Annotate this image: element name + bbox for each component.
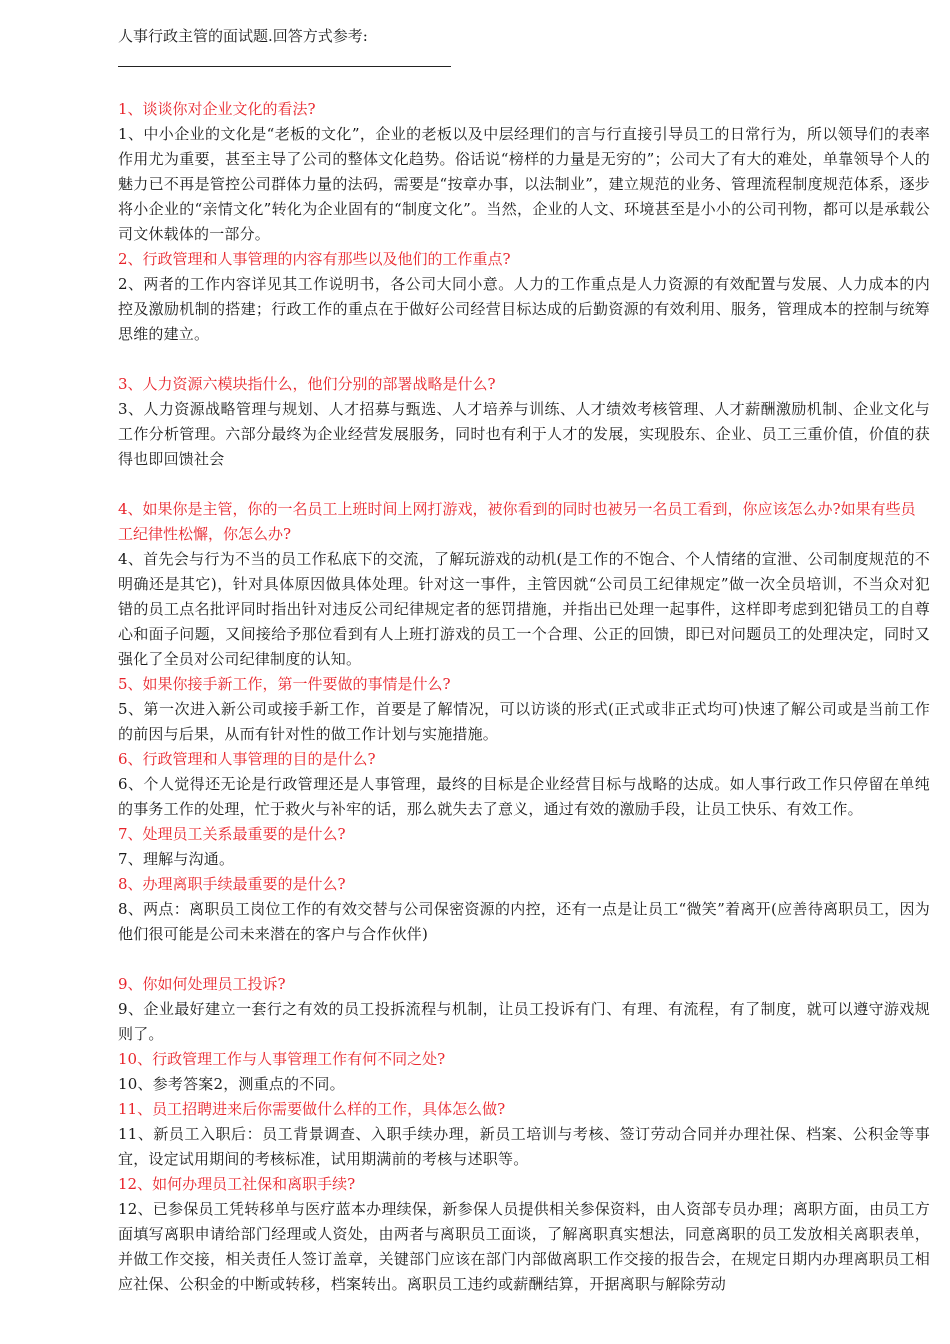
answer-4: 4、首先会与行为不当的员工作私底下的交流，了解玩游戏的动机(是工作的不饱合、个人情绪的宣泄、公司制度规范的不明确还是其它)，针对具体原因做具体处理。针对这一事件，主管因就“公司员工纪律规定”做一次全员培训，不当众对犯错的员工点名批评同时指出针对违反公司纪律规定者的惩罚措施，并指出已处理一起事件，这样即考虑到犯错员工的自尊心和面子问题，又间接给予那位看到有人上班打游戏的员工一个合理、公正的回馈，即已对问题员工的处理决定，同时又强化了全员对公司纪律制度的认知。 — [118, 550, 930, 668]
answer-12: 12、已参保员工凭转移单与医疗蓝本办理续保，新参保人员提供相关参保资料，由人资部专员办理；离职方面，由员工方面填写离职申请给部门经理或人资处，由两者与离职员工面谈，了解离职真实想法，同意离职的员工发放相关离职表单，并做工作交接，相关责任人签订盖章，关键部门应该在部门内部做离职工作交接的报告会，在规定日期内办理离职员工相应社保、公积金的中断或转移，档案转出。离职员工违约或薪酬结算，开据离职与解除劳动 — [118, 1200, 930, 1293]
question-8: 8、办理离职手续最重要的是什么? — [118, 875, 346, 893]
answer-2: 2、两者的工作内容详见其工作说明书，各公司大同小意。人力的工作重点是人力资源的有效配置与发展、人力成本的内控及激励机制的搭建；行政工作的重点在于做好公司经营目标达成的后勤资源的有效利用、服务，管理成本的控制与统筹思维的建立。 — [118, 275, 930, 343]
question-4: 4、如果你是主管，你的一名员工上班时间上网打游戏，被你看到的同时也被另一名员工看到，你应该怎么办?如果有些员工纪律性松懈，你怎么办? — [118, 500, 916, 543]
question-1: 1、谈谈你对企业文化的看法? — [118, 100, 316, 118]
answer-11: 11、新员工入职后：员工背景调查、入职手续办理，新员工培训与考核、签订劳动合同并办理社保、档案、公积金等事宜，设定试用期间的考核标准，试用期满前的考核与述职等。 — [118, 1125, 930, 1168]
question-6: 6、行政管理和人事管理的目的是什么? — [118, 750, 376, 768]
answer-5: 5、第一次进入新公司或接手新工作，首要是了解情况，可以访谈的形式(正式或非正式均可)快速了解公司或是当前工作的前因与后果，从而有针对性的做工作计划与实施措施。 — [118, 700, 930, 743]
question-11: 11、员工招聘进来后你需要做什么样的工作，具体怎么做? — [118, 1100, 506, 1118]
answer-8: 8、两点：离职员工岗位工作的有效交替与公司保密资源的内控，还有一点是让员工“微笑”着离开(应善待离职员工，因为他们很可能是公司未来潜在的客户与合作伙伴) — [118, 900, 930, 943]
question-10: 10、行政管理工作与人事管理工作有何不同之处? — [118, 1050, 446, 1068]
document-title: 人事行政主管的面试题.回答方式参考: — [118, 27, 368, 45]
answer-6: 6、个人觉得还无论是行政管理还是人事管理，最终的目标是企业经营目标与战略的达成。如人事行政工作只停留在单纯的事务工作的处理，忙于救火与补牢的话，那么就失去了意义，通过有效的激励手段，让员工快乐、有效工作。 — [118, 775, 930, 818]
question-7: 7、处理员工关系最重要的是什么? — [118, 825, 346, 843]
question-9: 9、你如何处理员工投诉? — [118, 975, 286, 993]
document-page — [118, 24, 930, 1297]
question-5: 5、如果你接手新工作，第一件要做的事情是什么? — [118, 675, 451, 693]
question-3: 3、人力资源六模块指什么，他们分别的部署战略是什么? — [118, 375, 496, 393]
answer-10: 10、参考答案2，测重点的不同。 — [118, 1075, 345, 1093]
answer-3: 3、人力资源战略管理与规划、人才招募与甄选、人才培养与训练、人才绩效考核管理、人才薪酬激励机制、企业文化与工作分析管理。六部分最终为企业经营发展服务，同时也有利于人才的发展，实现股东、企业、员工三重价值，价值的获得也即回馈社会 — [118, 400, 930, 468]
question-12: 12、如何办理员工社保和离职手续? — [118, 1175, 356, 1193]
answer-1: 1、中小企业的文化是“老板的文化”，企业的老板以及中层经理们的言与行直接引导员工的日常行为，所以领导们的表率作用尤为重要，甚至主导了公司的整体文化趋势。俗话说“榜样的力量是无穷的”；公司大了有大的难处，单靠领导个人的魅力已不再是管控公司群体力量的法码，需要是“按章办事，以法制业”，建立规范的业务、管理流程制度规范体系，逐步将小企业的“亲情文化”转化为企业固有的“制度文化”。当然，企业的人文、环境甚至是小小的公司刊物，都可以是承载公司文休载体的一部分。 — [118, 125, 930, 243]
answer-9: 9、企业最好建立一套行之有效的员工投拆流程与机制，让员工投诉有门、有理、有流程，有了制度，就可以遵守游戏规则了。 — [118, 1000, 930, 1043]
question-2: 2、行政管理和人事管理的内容有那些以及他们的工作重点? — [118, 250, 511, 268]
answer-7: 7、理解与沟通。 — [118, 850, 235, 868]
